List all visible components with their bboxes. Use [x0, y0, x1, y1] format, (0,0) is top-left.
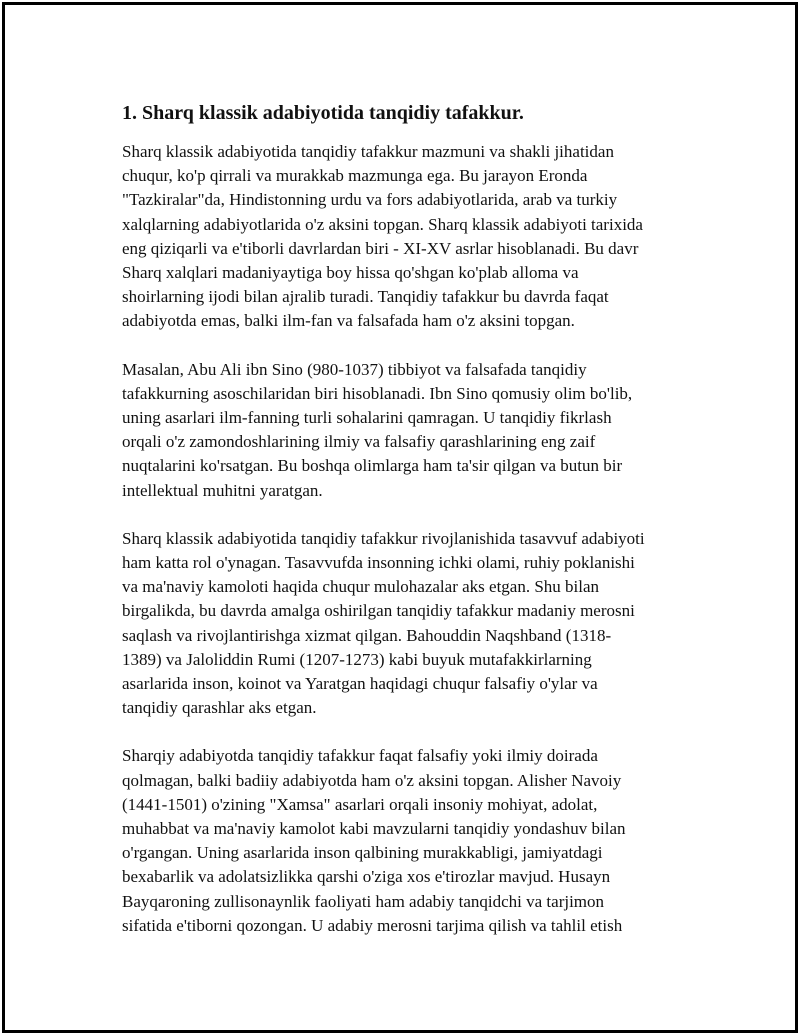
- paragraph-3: Sharq klassik adabiyotida tanqidiy tafakkur rivojlanishida tasavvuf adabiyoti ham katta rol o'ynagan. Tasavvufda insonning ichki olami, ruhiy poklanishi va ma'naviy kamoloti haqida chuqur mulohazalar aks etgan. Shu bilan birgalikda, bu davrda amalga oshirilgan tanqidiy tafakkur madaniy merosni saqlash va rivojlantirishga xizmat qilgan. Bahouddin Naqshband (1318- 1389) va Jaloliddin Rumi (1207-1273) kabi buyuk mutafakkirlarning asarlarida inson, koinot va Yaratgan haqidagi chuqur falsafiy o'ylar va tanqidiy qarashlar aks etgan.: [122, 528, 645, 718]
- paragraph-1: Sharq klassik adabiyotida tanqidiy tafakkur mazmuni va shakli jihatidan chuqur, ko'p qirrali va murakkab mazmunga ega. Bu jarayon Eronda "Tazkiralar"da, Hindistonning urdu va fors adabiyotlarida, arab va turkiy xalqlarning adabiyotlarida o'z aksini topgan. Sharq klassik adabiyoti tarixida eng qiziqarli va e'tiborli davrlardan biri - XI-XV asrlar hisoblanadi. Bu davr Sharq xalqlari madaniyaytiga boy hissa qo'shgan ko'plab alloma va shoirlarning ijodi bilan ajralib turadi. Tanqidiy tafakkur bu davrda faqat adabiyotda emas, balki ilm-fan va falsafada ham o'z aksini topgan.: [122, 142, 643, 331]
- section-title: 1. Sharq klassik adabiyotida tanqidiy tafakkur.: [122, 102, 524, 124]
- paragraph-2: Masalan, Abu Ali ibn Sino (980-1037) tibbiyot va falsafada tanqidiy tafakkurning asoschilaridan biri hisoblanadi. Ibn Sino qomusiy olim bo'lib, uning asarlari ilm-fanning turli sohalarini qamragan. U tanqidiy fikrlash orqali o'z zamondoshlarining ilmiy va falsafiy qarashlarining eng zaif nuqtalarini ko'rsatgan. Bu boshqa olimlarga ham ta'sir qilgan va butun bir intellektual muhitni yaratgan.: [122, 359, 633, 500]
- document-body: [122, 100, 687, 962]
- paragraph-4: Sharqiy adabiyotda tanqidiy tafakkur faqat falsafiy yoki ilmiy doirada qolmagan, balki badiiy adabiyotda ham o'z aksini topgan. Alisher Navoiy (1441-1501) o'zining "Xamsa" asarlari orqali insoniy mohiyat, adolat, muhabbat va ma'naviy kamolot kabi mavzularni tanqidiy yondashuv bilan o'rgangan. Uning asarlarida inson qalbining murakkabligi, jamiyatdagi bexabarlik va adolatsizlikka qarshi o'ziga xos e'tirozlar mavjud. Husayn Bayqaroning zullisonaynlik faoliyati ham adabiy tanqidchi va tarjimon sifatida e'tiborni qozongan. U adabiy merosni tarjima qilish va tahlil etish: [122, 746, 626, 935]
- page-frame: [2, 2, 798, 1033]
